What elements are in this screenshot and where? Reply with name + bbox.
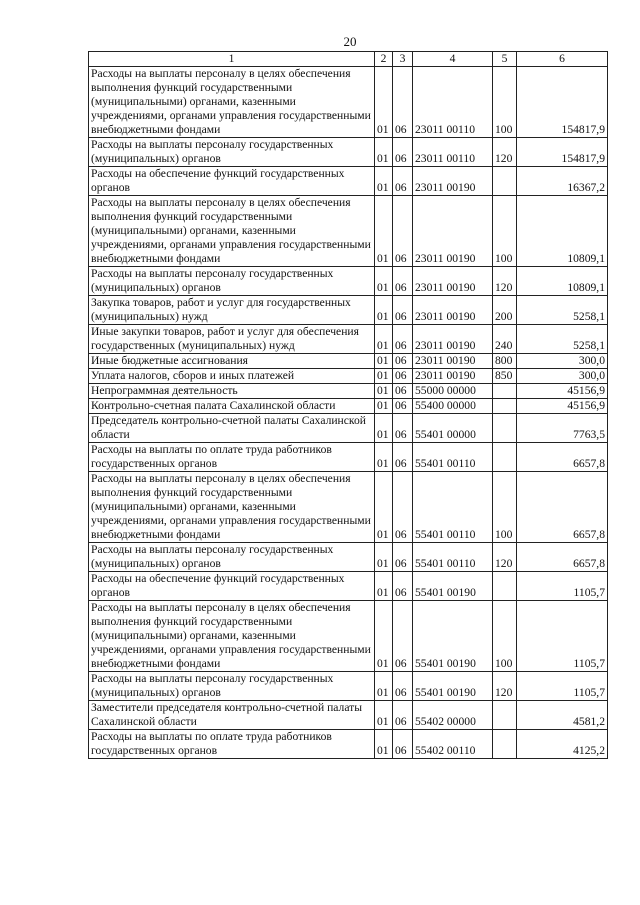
table-row [89,601,608,672]
amount-cell: 6657,8 [517,443,608,472]
section-code-cell: 01 [375,543,393,572]
table-row [89,267,608,296]
section-code-cell: 01 [375,267,393,296]
subsection-code-cell: 06 [393,67,413,138]
expense-type-cell: 200 [493,296,517,325]
amount-cell: 7763,5 [517,414,608,443]
expense-type-cell [493,414,517,443]
table-body [89,67,608,759]
row-name-cell: Расходы на выплаты персоналу в целях обеспечения выполнения функций государственными (муниципальными) органами, казенными учреждениями, органами управления государственными внебюджетными фондами [89,472,375,543]
amount-cell: 154817,9 [517,67,608,138]
target-article-cell: 23011 00190 [413,354,493,369]
row-name-cell: Расходы на выплаты персоналу государственных (муниципальных) органов [89,267,375,296]
table-row [89,730,608,759]
expense-type-cell: 120 [493,672,517,701]
expense-type-cell: 100 [493,196,517,267]
amount-cell: 4581,2 [517,701,608,730]
amount-cell: 6657,8 [517,543,608,572]
target-article-cell: 55401 00000 [413,414,493,443]
table-header-row [89,52,608,67]
target-article-cell: 55401 00110 [413,443,493,472]
table-row [89,701,608,730]
column-header: 2 [375,52,393,67]
section-code-cell: 01 [375,601,393,672]
table-row [89,414,608,443]
row-name-cell: Расходы на обеспечение функций государственных органов [89,572,375,601]
table-row [89,384,608,399]
table-row [89,443,608,472]
budget-table [88,51,608,759]
amount-cell: 1105,7 [517,601,608,672]
section-code-cell: 01 [375,325,393,354]
row-name-cell: Расходы на выплаты персоналу в целях обеспечения выполнения функций государственными (муниципальными) органами, казенными учреждениями, органами управления государственными внебюджетными фондами [89,67,375,138]
expense-type-cell: 800 [493,354,517,369]
section-code-cell: 01 [375,354,393,369]
target-article-cell: 55000 00000 [413,384,493,399]
expense-type-cell: 100 [493,472,517,543]
amount-cell: 10809,1 [517,196,608,267]
amount-cell: 154817,9 [517,138,608,167]
amount-cell: 10809,1 [517,267,608,296]
section-code-cell: 01 [375,196,393,267]
expense-type-cell: 850 [493,369,517,384]
target-article-cell: 55401 00190 [413,572,493,601]
section-code-cell: 01 [375,572,393,601]
target-article-cell: 23011 00190 [413,267,493,296]
section-code-cell: 01 [375,296,393,325]
table-row [89,543,608,572]
page-number: 20 [343,34,357,49]
target-article-cell: 55402 00000 [413,701,493,730]
target-article-cell: 23011 00110 [413,67,493,138]
row-name-cell: Расходы на выплаты персоналу в целях обеспечения выполнения функций государственными (муниципальными) органами, казенными учреждениями, органами управления государственными внебюджетными фондами [89,196,375,267]
target-article-cell: 55401 00190 [413,601,493,672]
subsection-code-cell: 06 [393,325,413,354]
amount-cell: 45156,9 [517,399,608,414]
expense-type-cell: 100 [493,601,517,672]
subsection-code-cell: 06 [393,167,413,196]
expense-type-cell [493,730,517,759]
amount-cell: 45156,9 [517,384,608,399]
target-article-cell: 23011 00190 [413,167,493,196]
target-article-cell: 55401 00110 [413,543,493,572]
table-row [89,67,608,138]
amount-cell: 1105,7 [517,672,608,701]
row-name-cell: Расходы на выплаты персоналу государственных (муниципальных) органов [89,138,375,167]
target-article-cell: 23011 00110 [413,138,493,167]
section-code-cell: 01 [375,472,393,543]
column-header: 4 [413,52,493,67]
section-code-cell: 01 [375,167,393,196]
target-article-cell: 55401 00110 [413,472,493,543]
row-name-cell: Заместители председателя контрольно-счетной палаты Сахалинской области [89,701,375,730]
expense-type-cell: 120 [493,267,517,296]
column-header: 5 [493,52,517,67]
target-article-cell: 55401 00190 [413,672,493,701]
section-code-cell: 01 [375,701,393,730]
subsection-code-cell: 06 [393,701,413,730]
table-row [89,369,608,384]
row-name-cell: Расходы на выплаты персоналу в целях обеспечения выполнения функций государственными (муниципальными) органами, казенными учреждениями, органами управления государственными внебюджетными фондами [89,601,375,672]
section-code-cell: 01 [375,138,393,167]
target-article-cell: 55402 00110 [413,730,493,759]
row-name-cell: Иные закупки товаров, работ и услуг для обеспечения государственных (муниципальных) нужд [89,325,375,354]
subsection-code-cell: 06 [393,472,413,543]
table-row [89,296,608,325]
row-name-cell: Уплата налогов, сборов и иных платежей [89,369,375,384]
subsection-code-cell: 06 [393,267,413,296]
row-name-cell: Непрограммная деятельность [89,384,375,399]
section-code-cell: 01 [375,414,393,443]
section-code-cell: 01 [375,443,393,472]
subsection-code-cell: 06 [393,730,413,759]
expense-type-cell: 240 [493,325,517,354]
expense-type-cell [493,572,517,601]
expense-type-cell: 120 [493,543,517,572]
amount-cell: 4125,2 [517,730,608,759]
expense-type-cell [493,443,517,472]
section-code-cell: 01 [375,730,393,759]
amount-cell: 5258,1 [517,325,608,354]
row-name-cell: Председатель контрольно-счетной палаты Сахалинской области [89,414,375,443]
target-article-cell: 23011 00190 [413,196,493,267]
amount-cell: 1105,7 [517,572,608,601]
section-code-cell: 01 [375,67,393,138]
subsection-code-cell: 06 [393,369,413,384]
section-code-cell: 01 [375,399,393,414]
amount-cell: 300,0 [517,369,608,384]
section-code-cell: 01 [375,672,393,701]
subsection-code-cell: 06 [393,296,413,325]
column-header: 1 [89,52,375,67]
table-row [89,196,608,267]
row-name-cell: Расходы на обеспечение функций государственных органов [89,167,375,196]
table-row [89,472,608,543]
table-row [89,354,608,369]
table-row [89,138,608,167]
table-row [89,167,608,196]
target-article-cell: 23011 00190 [413,296,493,325]
expense-type-cell: 120 [493,138,517,167]
column-header: 3 [393,52,413,67]
subsection-code-cell: 06 [393,443,413,472]
amount-cell: 5258,1 [517,296,608,325]
amount-cell: 16367,2 [517,167,608,196]
target-article-cell: 23011 00190 [413,325,493,354]
subsection-code-cell: 06 [393,414,413,443]
expense-type-cell: 100 [493,67,517,138]
section-code-cell: 01 [375,384,393,399]
table-row [89,672,608,701]
row-name-cell: Расходы на выплаты персоналу государственных (муниципальных) органов [89,672,375,701]
row-name-cell: Расходы на выплаты персоналу государственных (муниципальных) органов [89,543,375,572]
subsection-code-cell: 06 [393,354,413,369]
section-code-cell: 01 [375,369,393,384]
row-name-cell: Иные бюджетные ассигнования [89,354,375,369]
table-row [89,399,608,414]
subsection-code-cell: 06 [393,572,413,601]
subsection-code-cell: 06 [393,601,413,672]
column-header: 6 [517,52,608,67]
row-name-cell: Закупка товаров, работ и услуг для государственных (муниципальных) нужд [89,296,375,325]
row-name-cell: Контрольно-счетная палата Сахалинской области [89,399,375,414]
target-article-cell: 23011 00190 [413,369,493,384]
row-name-cell: Расходы на выплаты по оплате труда работников государственных органов [89,443,375,472]
subsection-code-cell: 06 [393,384,413,399]
amount-cell: 6657,8 [517,472,608,543]
expense-type-cell [493,399,517,414]
subsection-code-cell: 06 [393,196,413,267]
table-row [89,325,608,354]
table-row [89,572,608,601]
target-article-cell: 55400 00000 [413,399,493,414]
subsection-code-cell: 06 [393,543,413,572]
subsection-code-cell: 06 [393,138,413,167]
expense-type-cell [493,167,517,196]
amount-cell: 300,0 [517,354,608,369]
subsection-code-cell: 06 [393,399,413,414]
expense-type-cell [493,384,517,399]
row-name-cell: Расходы на выплаты по оплате труда работников государственных органов [89,730,375,759]
subsection-code-cell: 06 [393,672,413,701]
expense-type-cell [493,701,517,730]
